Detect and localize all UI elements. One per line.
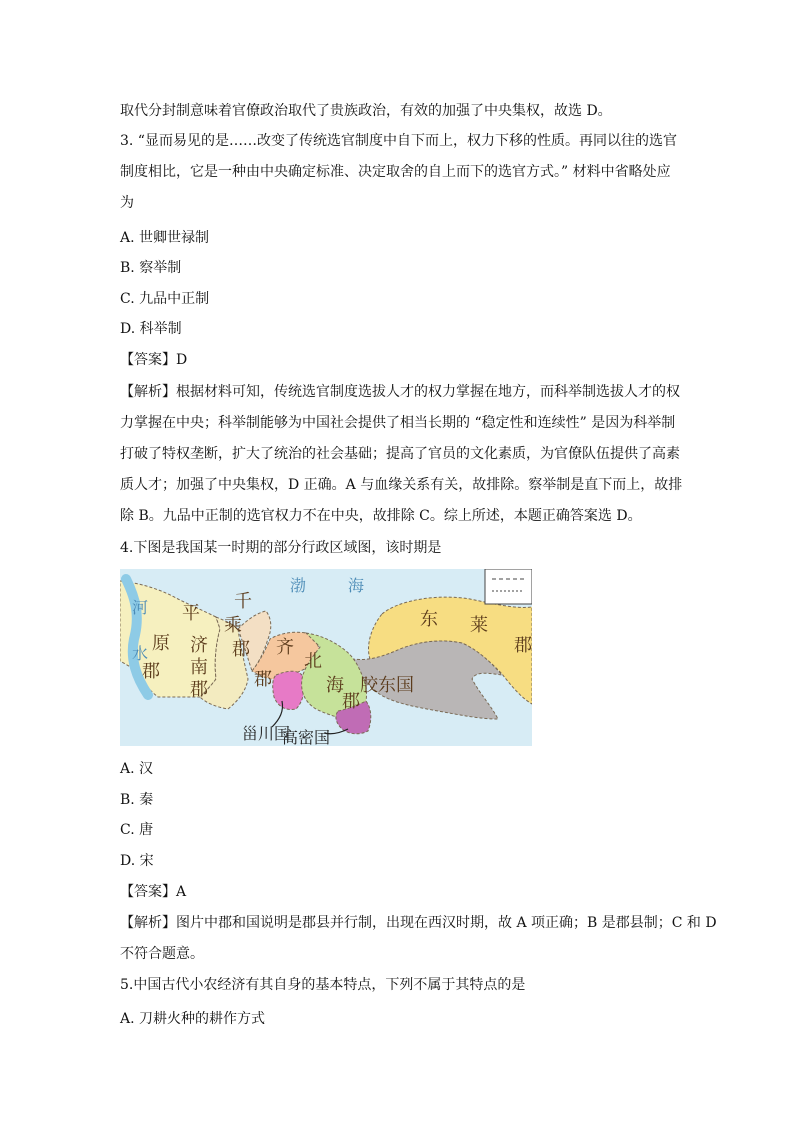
administrative-map bbox=[120, 569, 532, 746]
q4-analysis-line-2: 不符合题意。 bbox=[120, 946, 204, 962]
label-jun: 郡 bbox=[190, 679, 208, 700]
label-ji: 济 bbox=[190, 635, 208, 656]
q4-option-b: B. 秦 bbox=[120, 792, 154, 808]
q4-option-a: A. 汉 bbox=[120, 761, 154, 777]
q4-option-c: C. 唐 bbox=[120, 822, 154, 838]
q3-analysis-line-1: 【解析】根据材料可知，传统选官制度选拔人才的权力掌握在地方，而科举制选拔人才的权 bbox=[120, 384, 680, 400]
q3-analysis-line-4: 质人才；加强了中央集权，D 正确。A 与血缘关系有关，故排除。察举制是直下而上，故排 bbox=[120, 477, 683, 493]
label-jiaodongguo: 胶东国 bbox=[360, 675, 414, 696]
label-ping: 平 bbox=[182, 603, 200, 624]
q3-answer: 【答案】D bbox=[120, 352, 188, 368]
q3-analysis-line-5: 除 B。九品中正制的选官权力不在中央，故排除 C。综上所述，本题正确答案选 D。 bbox=[120, 508, 642, 524]
label-yuan: 原 bbox=[152, 633, 170, 654]
q4-analysis-line-1: 【解析】图片中郡和国说明是郡县并行制，出现在西汉时期，故 A 项正确；B 是郡县制；C 和 D bbox=[120, 915, 717, 931]
question-4-line: 4.下图是我国某一时期的部分行政区域图，该时期是 bbox=[120, 540, 442, 556]
label-bo: 渤 bbox=[290, 576, 307, 595]
label-zichuanguo: 甾川国 bbox=[242, 724, 291, 743]
label-nan: 南 bbox=[190, 657, 208, 678]
label-cheng: 乘 bbox=[224, 615, 242, 636]
label-dong: 东 bbox=[420, 609, 438, 630]
question-3-line-3: 为 bbox=[120, 195, 134, 211]
label-bei: 北 bbox=[304, 651, 322, 672]
q3-option-d: D. 科举制 bbox=[120, 321, 182, 337]
label-lai: 莱 bbox=[470, 615, 488, 636]
map-svg bbox=[120, 569, 532, 746]
label-shui: 水 bbox=[132, 644, 149, 663]
label-jun: 郡 bbox=[232, 639, 250, 660]
label-hai-sea: 海 bbox=[348, 576, 365, 595]
map-legend-box bbox=[485, 569, 532, 604]
question-5-line: 5.中国古代小农经济有其自身的基本特点，下列不属于其特点的是 bbox=[120, 977, 526, 993]
label-qi: 齐 bbox=[276, 637, 294, 658]
label-jun: 郡 bbox=[254, 669, 272, 690]
question-3-line-1: 3. “显而易见的是……改变了传统选官制度中自下而上，权力下移的性质。再同以往的选官 bbox=[120, 133, 677, 149]
q3-option-a: A. 世卿世禄制 bbox=[120, 230, 210, 246]
text-line: 取代分封制意味着官僚政治取代了贵族政治，有效的加强了中央集权，故选 D。 bbox=[120, 103, 612, 119]
q4-option-d: D. 宋 bbox=[120, 853, 154, 869]
q3-analysis-line-2: 力掌握在中央；科举制能够为中国社会提供了相当长期的 “稳定性和连续性” 是因为科举制 bbox=[120, 415, 676, 431]
q3-option-b: B. 察举制 bbox=[120, 260, 182, 276]
q3-option-c: C. 九品中正制 bbox=[120, 291, 210, 307]
label-jun: 郡 bbox=[142, 661, 160, 682]
question-3-line-2: 制度相比，它是一种由中央确定标准、决定取舍的自上而下的选官方式。” 材料中省略处应 bbox=[120, 164, 671, 180]
label-jun: 郡 bbox=[342, 691, 360, 712]
label-he: 河 bbox=[132, 598, 149, 617]
label-gaomiguo: 高密国 bbox=[282, 728, 331, 746]
label-qian: 千 bbox=[234, 591, 252, 612]
q4-answer: 【答案】A bbox=[120, 884, 187, 900]
q5-option-a: A. 刀耕火种的耕作方式 bbox=[120, 1011, 266, 1027]
q3-analysis-line-3: 打破了特权垄断，扩大了统治的社会基础；提高了官员的文化素质，为官僚队伍提供了高素 bbox=[120, 446, 680, 462]
label-jun: 郡 bbox=[514, 635, 532, 656]
label-hai: 海 bbox=[326, 675, 344, 696]
